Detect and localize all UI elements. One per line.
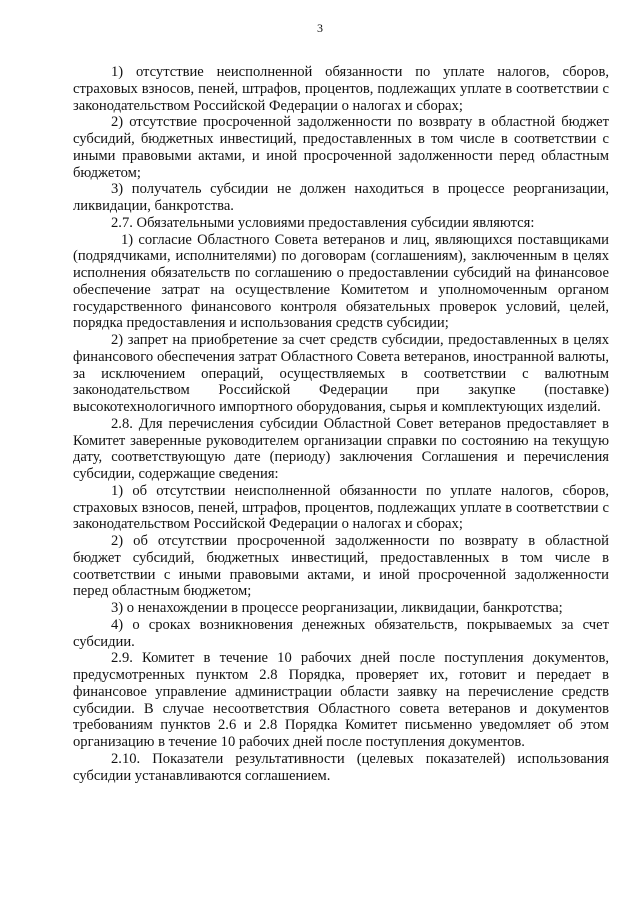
paragraph-clause-2-8: 2.8. Для перечисления субсидии Областной Совет ветеранов предоставляет в Комитет заверенные руководителем организации справки по состоянию на текущую дату, соответствующую дате (периоду) заключения Соглашения и перечисления субсидии, содержащие сведения: xyxy=(73,415,609,482)
page-number: 3 xyxy=(317,21,323,35)
paragraph-clause-2-8-item-2: 2) об отсутствии просроченной задолженности по возврату в областной бюджет субсидий, бюджетных инвестиций, предоставленных в том числе в соответствии с иными правовыми актами, и иной просроченной задолженности перед областным бюджетом; xyxy=(73,533,609,600)
paragraph-item-2-no-overdue: 2) отсутствие просроченной задолженности по возврату в областной бюджет субсидий, бюджетных инвестиций, предоставленных в том числе в соответствии с иными правовыми актами, и иной просроченной задолженности перед областным бюджетом; xyxy=(73,114,609,181)
paragraph-clause-2-7-item-1: 1) согласие Областного Совета ветеранов и лиц, являющихся поставщиками (подрядчиками, исполнителями) по договорам (соглашениям), заключенным в целях исполнения обязательств по соглашению о предоставлении субсидий на финансовое обеспечение затрат на осуществление Комитетом и уполномоченным органом государственного финансового контроля обязательных проверок условий, целей, порядка предоставления и использования средств субсидии; xyxy=(73,231,609,332)
paragraph-item-1-no-debts: 1) отсутствие неисполненной обязанности по уплате налогов, сборов, страховых взносов, пеней, штрафов, процентов, подлежащих уплате в соответствии с законодательством Российской Федерации о налогах и сборах; xyxy=(73,64,609,114)
paragraph-clause-2-10: 2.10. Показатели результативности (целевых показателей) использования субсидии устанавливаются соглашением. xyxy=(73,750,609,784)
paragraph-clause-2-8-item-1: 1) об отсутствии неисполненной обязанности по уплате налогов, сборов, страховых взносов, пеней, штрафов, процентов, подлежащих уплате в соответствии с законодательством Российской Федерации о налогах и сборах; xyxy=(73,482,609,533)
paragraph-clause-2-8-item-3: 3) о ненахождении в процессе реорганизации, ликвидации, банкротства; xyxy=(111,600,563,616)
paragraph-clause-2-8-item-4: 4) о сроках возникновения денежных обязательств, покрываемых за счет субсидии. xyxy=(73,616,609,650)
paragraph-clause-2-7-item-2: 2) запрет на приобретение за счет средств субсидии, предоставленных в целях финансового обеспечения затрат Областного Совета ветеранов, иностранной валюты, за исключением операций, осуществляемых в соответствии с валютным законодательством Российской Федерации при закупке (поставке) высокотехнологичного импортного оборудования, сырья и комплектующих изделий. xyxy=(73,332,609,415)
paragraph-clause-2-9: 2.9. Комитет в течение 10 рабочих дней после поступления документов, предусмотренных пунктом 2.8 Порядка, проверяет их, готовит и передает в финансовое управление администрации области заявку на перечисление средств субсидии. В случае несоответствия Областного совета ветеранов и документов требованиям пунктов 2.6 и 2.8 Порядка Комитет письменно уведомляет об этом организацию в течение 10 рабочих дней после поступления документов. xyxy=(73,650,609,750)
document-body xyxy=(73,64,609,784)
paragraph-item-3-no-reorganization: 3) получатель субсидии не должен находиться в процессе реорганизации, ликвидации, банкротства. xyxy=(73,181,609,214)
paragraph-clause-2-7: 2.7. Обязательными условиями предоставления субсидии являются: xyxy=(111,214,535,231)
